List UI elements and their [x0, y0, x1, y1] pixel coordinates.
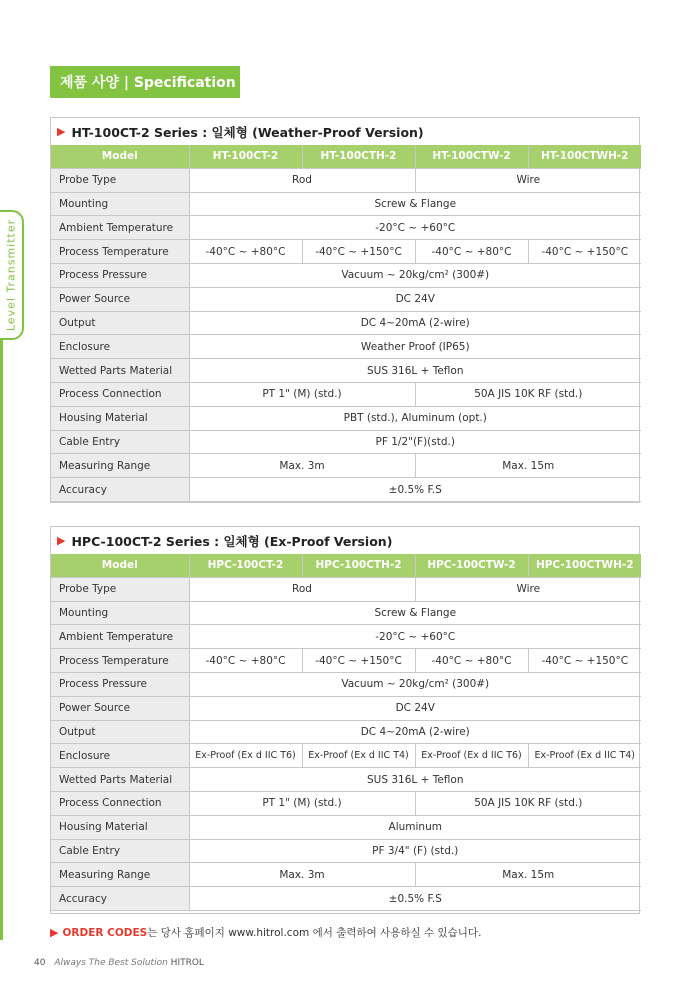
cell-value: DC 24V: [189, 287, 641, 311]
table-row: [51, 791, 641, 815]
cell-value: Max. 15m: [415, 454, 641, 478]
order-codes-note: [50, 925, 481, 940]
cell-value: Ex-Proof (Ex d IIC T4): [302, 744, 415, 768]
row-label: Housing Material: [51, 815, 189, 839]
cell-value: ±0.5% F.S: [189, 478, 641, 502]
cell-value: Weather Proof (IP65): [189, 335, 641, 359]
cell-value: -40°C ~ +80°C: [415, 240, 528, 264]
table-header-row: [51, 554, 641, 577]
table-row: [51, 839, 641, 863]
header-cell: HT-100CT-2: [189, 145, 302, 168]
side-tab: [0, 210, 24, 340]
table-row: [51, 601, 641, 625]
cell-value: Aluminum: [189, 815, 641, 839]
cell-value: DC 4~20mA (2-wire): [189, 311, 641, 335]
page-number: 40: [34, 958, 46, 968]
cell-value: -40°C ~ +150°C: [528, 649, 641, 673]
row-label: Accuracy: [51, 887, 189, 911]
table-row: [51, 430, 641, 454]
header-cell: HPC-100CTWH-2: [528, 554, 641, 577]
table-row: [51, 625, 641, 649]
table-row: [51, 744, 641, 768]
cell-value: PT 1" (M) (std.): [189, 382, 415, 406]
spec-table: [51, 145, 641, 502]
table-row: [51, 311, 641, 335]
header-cell: HPC-100CT-2: [189, 554, 302, 577]
cell-value: PT 1" (M) (std.): [189, 791, 415, 815]
row-label: Cable Entry: [51, 430, 189, 454]
cell-value: -40°C ~ +80°C: [189, 240, 302, 264]
row-label: Power Source: [51, 696, 189, 720]
cell-value: -20°C ~ +60°C: [189, 216, 641, 240]
row-label: Wetted Parts Material: [51, 359, 189, 383]
series-title: [51, 118, 639, 145]
cell-value: Screw & Flange: [189, 601, 641, 625]
table-row: [51, 672, 641, 696]
row-label: Enclosure: [51, 335, 189, 359]
cell-value: DC 24V: [189, 696, 641, 720]
order-codes-text: 는 당사 홈페이지 www.hitrol.com 에서 출력하여 사용하실 수 있습니다.: [147, 927, 482, 939]
spec-table-ex-proof: [50, 526, 640, 914]
cell-value: Max. 3m: [189, 454, 415, 478]
cell-value: 50A JIS 10K RF (std.): [415, 382, 641, 406]
cell-value: Vacuum ~ 20kg/cm² (300#): [189, 263, 641, 287]
cell-value: Max. 3m: [189, 863, 415, 887]
row-label: Process Connection: [51, 382, 189, 406]
cell-value: -40°C ~ +150°C: [528, 240, 641, 264]
row-label: Accuracy: [51, 478, 189, 502]
cell-value: -40°C ~ +150°C: [302, 649, 415, 673]
row-label: Mounting: [51, 192, 189, 216]
cell-value: Wire: [415, 168, 641, 192]
cell-value: Rod: [189, 168, 415, 192]
header-cell: HT-100CTH-2: [302, 145, 415, 168]
row-label: Output: [51, 311, 189, 335]
row-label: Measuring Range: [51, 454, 189, 478]
footer-brand: HITROL: [170, 958, 204, 968]
row-label: Cable Entry: [51, 839, 189, 863]
table-row: [51, 649, 641, 673]
row-label: Probe Type: [51, 168, 189, 192]
table-row: [51, 382, 641, 406]
table-row: [51, 577, 641, 601]
cell-value: SUS 316L + Teflon: [189, 768, 641, 792]
row-label: Process Temperature: [51, 240, 189, 264]
row-label: Ambient Temperature: [51, 625, 189, 649]
cell-value: PF 3/4" (F) (std.): [189, 839, 641, 863]
row-label: Output: [51, 720, 189, 744]
header-cell: Model: [51, 554, 189, 577]
section-banner: 제품 사양 | Specification: [50, 66, 240, 98]
cell-value: Rod: [189, 577, 415, 601]
row-label: Probe Type: [51, 577, 189, 601]
cell-value: -40°C ~ +80°C: [189, 649, 302, 673]
table-row: [51, 768, 641, 792]
cell-value: DC 4~20mA (2-wire): [189, 720, 641, 744]
spec-table-weather-proof: [50, 117, 640, 503]
row-label: Process Connection: [51, 791, 189, 815]
row-label: Enclosure: [51, 744, 189, 768]
side-tab-label: Level Transmitter: [4, 218, 18, 332]
cell-value: Wire: [415, 577, 641, 601]
page-footer: [34, 958, 204, 968]
cell-value: ±0.5% F.S: [189, 887, 641, 911]
order-codes-label: ORDER CODES: [62, 927, 148, 939]
cell-value: Ex-Proof (Ex d IIC T6): [189, 744, 302, 768]
table-row: [51, 359, 641, 383]
table-row: [51, 406, 641, 430]
row-label: Process Temperature: [51, 649, 189, 673]
spec-table: [51, 554, 641, 911]
table-row: [51, 720, 641, 744]
triangle-arrow-icon: ▶: [57, 125, 66, 138]
table-row: [51, 478, 641, 502]
row-label: Housing Material: [51, 406, 189, 430]
header-cell: HPC-100CTH-2: [302, 554, 415, 577]
series-title-text: HT-100CT-2 Series : 일체형 (Weather-Proof Version): [71, 124, 424, 140]
table-row: [51, 696, 641, 720]
table-row: [51, 863, 641, 887]
triangle-arrow-icon: ▶: [57, 534, 66, 547]
row-label: Mounting: [51, 601, 189, 625]
table-row: [51, 887, 641, 911]
cell-value: -40°C ~ +80°C: [415, 649, 528, 673]
cell-value: Ex-Proof (Ex d IIC T6): [415, 744, 528, 768]
row-label: Measuring Range: [51, 863, 189, 887]
row-label: Power Source: [51, 287, 189, 311]
table-row: [51, 287, 641, 311]
header-cell: HT-100CTW-2: [415, 145, 528, 168]
series-title-text: HPC-100CT-2 Series : 일체형 (Ex-Proof Version): [71, 533, 393, 549]
triangle-arrow-icon: ▶: [50, 926, 59, 939]
side-accent-line: [0, 340, 3, 940]
row-label: Ambient Temperature: [51, 216, 189, 240]
row-label: Wetted Parts Material: [51, 768, 189, 792]
table-row: [51, 216, 641, 240]
table-row: [51, 815, 641, 839]
cell-value: Screw & Flange: [189, 192, 641, 216]
cell-value: -20°C ~ +60°C: [189, 625, 641, 649]
cell-value: -40°C ~ +150°C: [302, 240, 415, 264]
cell-value: PF 1/2"(F)(std.): [189, 430, 641, 454]
header-cell: Model: [51, 145, 189, 168]
table-header-row: [51, 145, 641, 168]
cell-value: Ex-Proof (Ex d IIC T4): [528, 744, 641, 768]
row-label: Process Pressure: [51, 672, 189, 696]
cell-value: 50A JIS 10K RF (std.): [415, 791, 641, 815]
cell-value: SUS 316L + Teflon: [189, 359, 641, 383]
row-label: Process Pressure: [51, 263, 189, 287]
table-row: [51, 263, 641, 287]
header-cell: HT-100CTWH-2: [528, 145, 641, 168]
table-row: [51, 240, 641, 264]
footer-slogan: Always The Best Solution: [54, 958, 168, 968]
cell-value: PBT (std.), Aluminum (opt.): [189, 406, 641, 430]
cell-value: Vacuum ~ 20kg/cm² (300#): [189, 672, 641, 696]
table-row: [51, 168, 641, 192]
table-row: [51, 192, 641, 216]
series-title: [51, 527, 639, 554]
table-row: [51, 335, 641, 359]
table-row: [51, 454, 641, 478]
header-cell: HPC-100CTW-2: [415, 554, 528, 577]
cell-value: Max. 15m: [415, 863, 641, 887]
